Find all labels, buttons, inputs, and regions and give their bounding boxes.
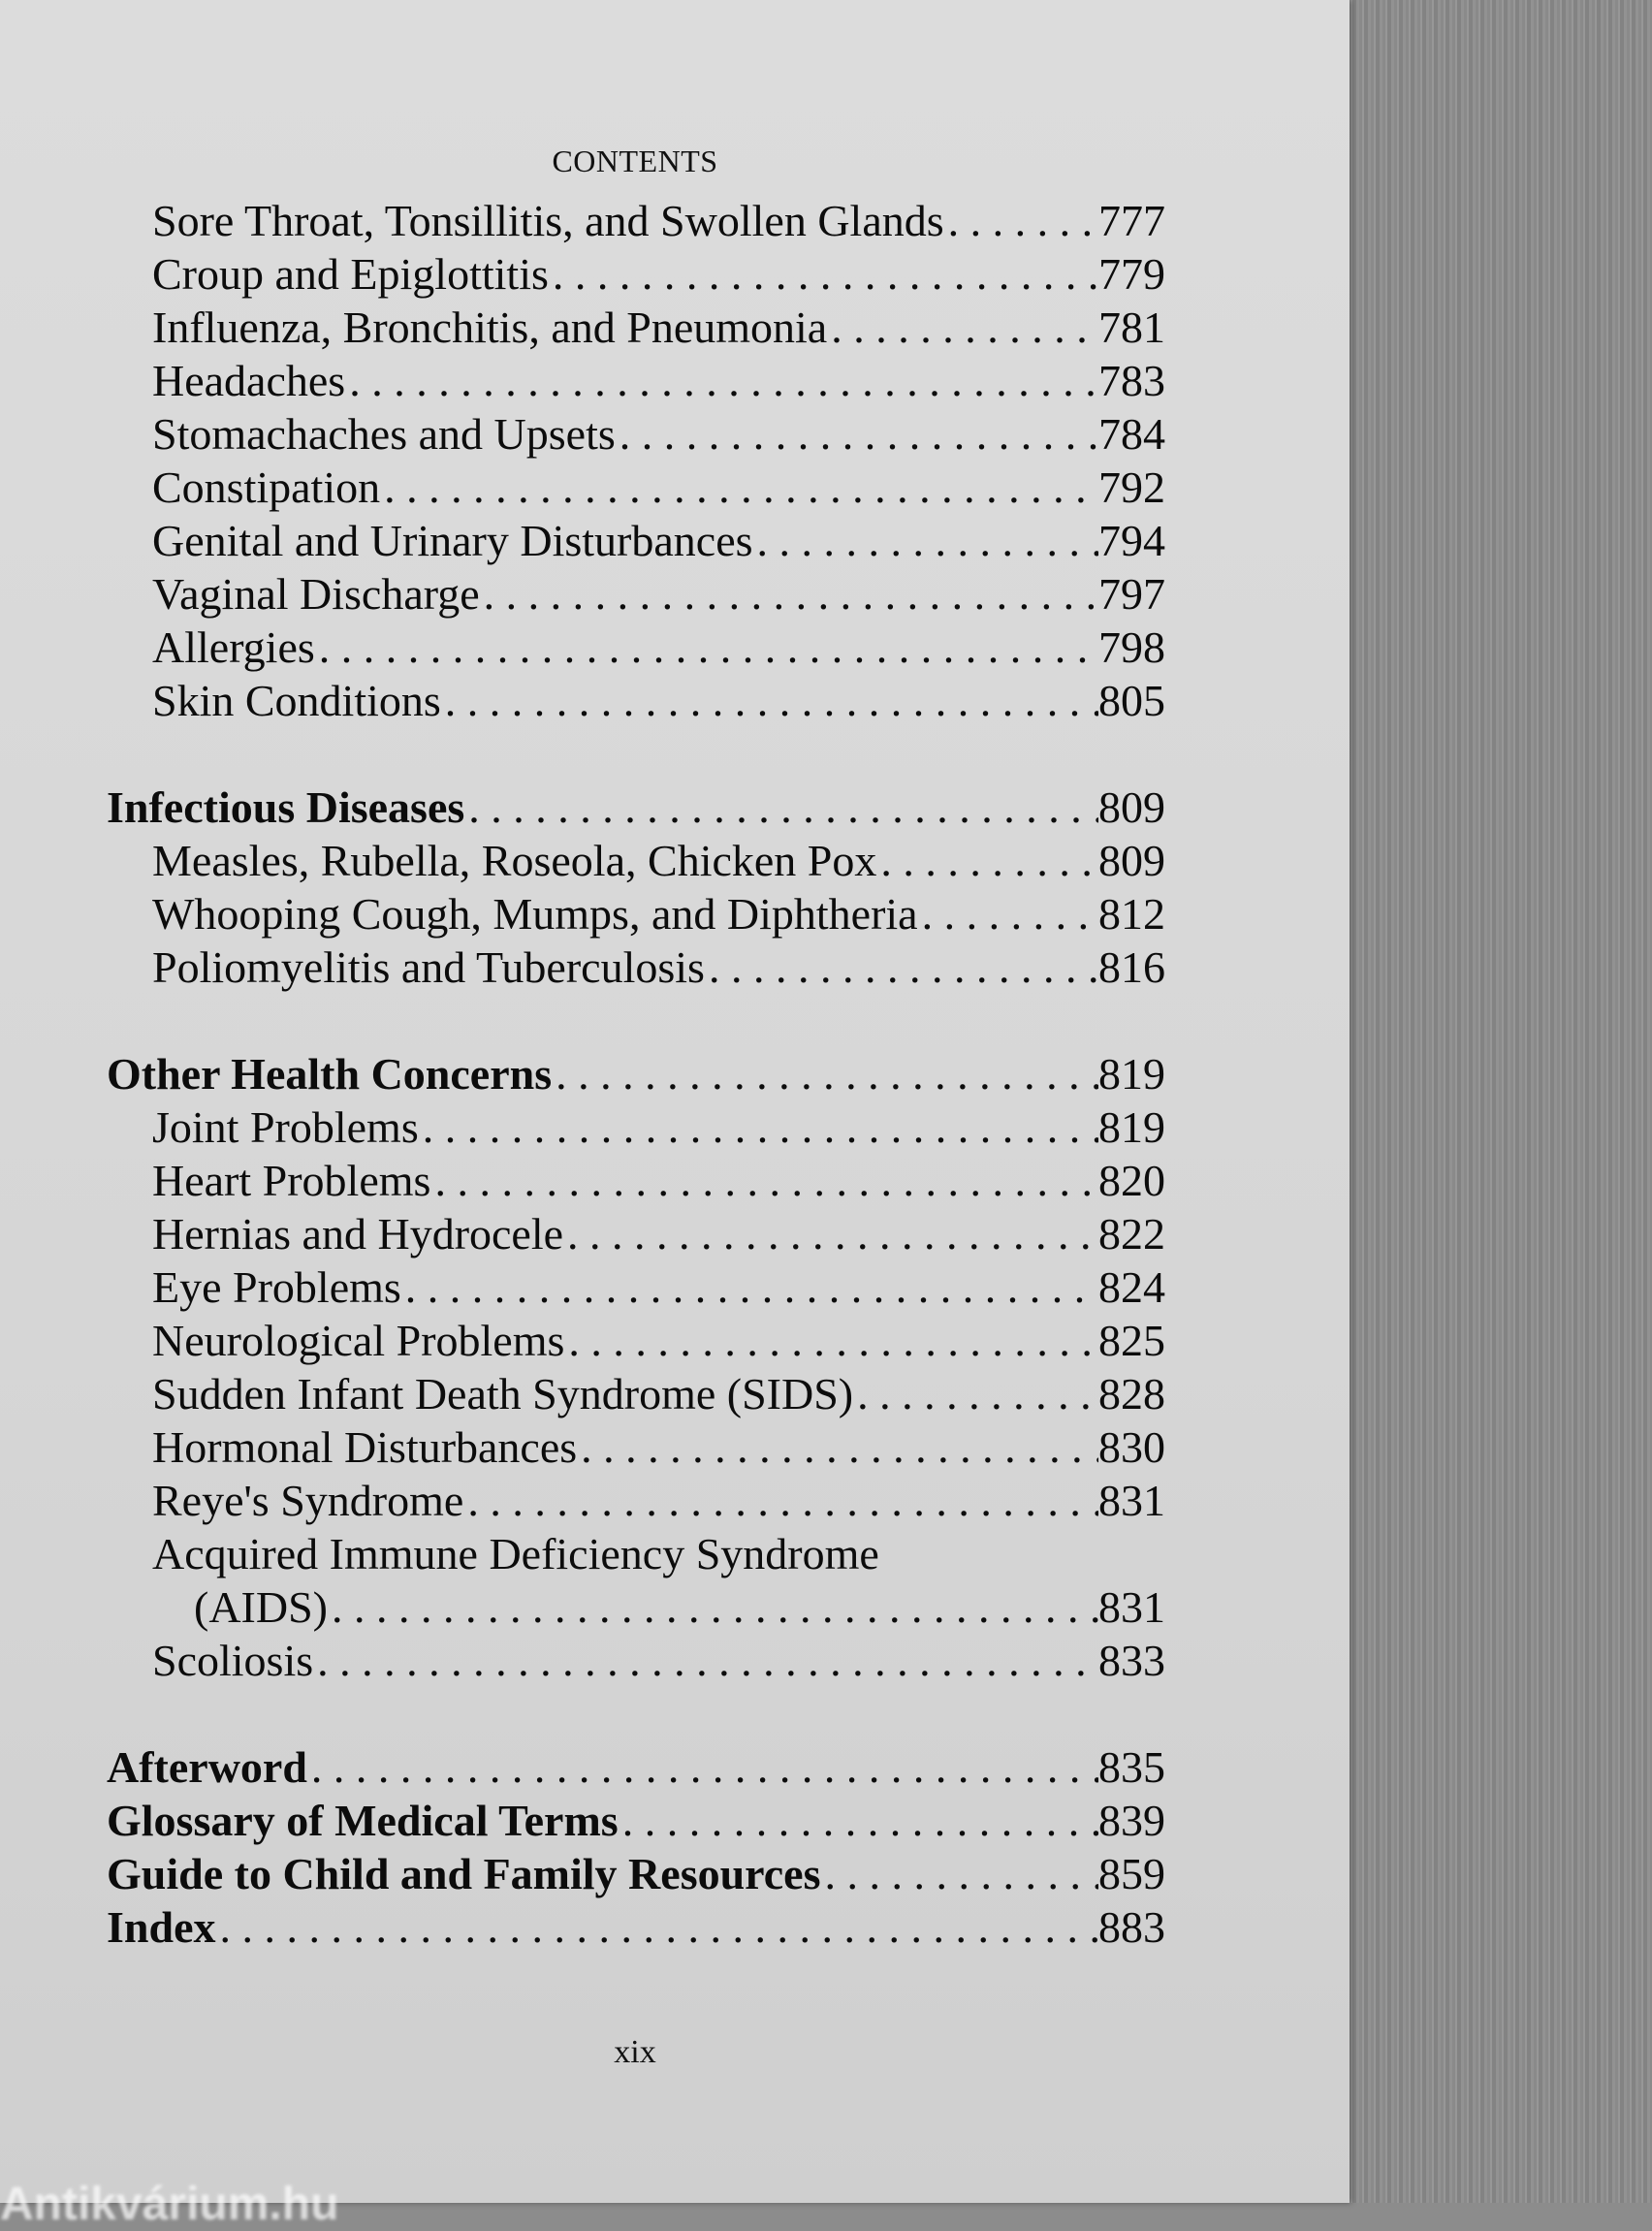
entry-page-number: 809 — [1098, 836, 1165, 885]
entry-page-number: 809 — [1098, 782, 1165, 832]
dot-leader — [313, 1634, 1098, 1687]
toc-section — [107, 1740, 1165, 1954]
toc-entry — [107, 621, 1165, 674]
toc-entry — [107, 1527, 1165, 1580]
dot-leader — [753, 514, 1098, 567]
entry-page-number: 839 — [1098, 1796, 1165, 1845]
entry-title: Hormonal Disturbances — [152, 1422, 578, 1472]
entry-title: Infectious Diseases — [107, 782, 465, 832]
entry-page-number: 781 — [1098, 303, 1165, 352]
entry-title: Sudden Infant Death Syndrome (SIDS) — [152, 1369, 854, 1418]
entry-title: Eye Problems — [152, 1262, 401, 1312]
toc-entry — [107, 940, 1165, 994]
toc-entry — [107, 461, 1165, 514]
entry-page-number: 825 — [1098, 1316, 1165, 1365]
dot-leader — [549, 247, 1098, 301]
dot-leader — [419, 1100, 1098, 1154]
toc-section — [107, 1047, 1165, 1687]
toc-entry — [107, 1314, 1165, 1367]
toc-entry — [107, 1474, 1165, 1527]
dot-leader — [315, 621, 1098, 674]
toc-entry — [107, 1367, 1165, 1420]
entry-title: Allergies — [152, 622, 315, 672]
entry-title: Index — [107, 1902, 216, 1952]
entry-page-number: 794 — [1098, 516, 1165, 565]
entry-page-number: 831 — [1098, 1582, 1165, 1632]
dot-leader — [463, 1474, 1098, 1527]
entry-title: Hernias and Hydrocele — [152, 1209, 564, 1259]
entry-title: Whooping Cough, Mumps, and Diphtheria — [152, 889, 918, 939]
toc-entry — [107, 1207, 1165, 1260]
toc-entry-continuation — [107, 1580, 1165, 1634]
entry-page-number: 798 — [1098, 622, 1165, 672]
dot-leader — [564, 1314, 1098, 1367]
dot-leader — [821, 1847, 1099, 1900]
entry-page-number: 784 — [1098, 409, 1165, 459]
toc-entry — [107, 301, 1165, 354]
page-number: xix — [614, 2034, 656, 2070]
entry-title: Croup and Epiglottitis — [152, 249, 549, 299]
toc-entry — [107, 567, 1165, 621]
dot-leader — [616, 407, 1098, 461]
dot-leader — [918, 887, 1098, 940]
toc-entry — [107, 887, 1165, 940]
entry-title: Stomachaches and Upsets — [152, 409, 616, 459]
entry-title: Measles, Rubella, Roseola, Chicken Pox — [152, 836, 877, 885]
entry-title: Sore Throat, Tonsillitis, and Swollen Glands — [152, 196, 944, 245]
dot-leader — [853, 1367, 1098, 1420]
toc-main-entry — [107, 1740, 1165, 1794]
entry-page-number: 828 — [1098, 1369, 1165, 1418]
dot-leader — [215, 1900, 1098, 1954]
entry-title: Afterword — [107, 1742, 307, 1792]
entry-page-number: 805 — [1098, 676, 1165, 725]
dot-leader — [944, 194, 1098, 247]
toc-section-heading — [107, 781, 1165, 834]
entry-title: Influenza, Bronchitis, and Pneumonia — [152, 303, 828, 352]
toc-entry — [107, 1154, 1165, 1207]
dot-leader — [876, 834, 1098, 887]
entry-page-number: 819 — [1098, 1049, 1165, 1099]
dot-leader — [827, 301, 1098, 354]
dot-leader — [345, 354, 1098, 407]
entry-page-number: 822 — [1098, 1209, 1165, 1259]
dot-leader — [380, 461, 1098, 514]
dot-leader — [441, 674, 1098, 727]
toc-entry — [107, 407, 1165, 461]
entry-page-number: 883 — [1098, 1902, 1165, 1952]
toc-entry — [107, 1634, 1165, 1687]
entry-title: Poliomyelitis and Tuberculosis — [152, 942, 705, 992]
entry-page-number: 833 — [1098, 1636, 1165, 1685]
entry-page-number: 779 — [1098, 249, 1165, 299]
entry-page-number: 830 — [1098, 1422, 1165, 1472]
entry-title: Other Health Concerns — [107, 1049, 553, 1099]
toc-main-entry — [107, 1847, 1165, 1900]
dot-leader — [619, 1794, 1098, 1847]
toc-entry — [107, 247, 1165, 301]
dot-leader — [705, 940, 1098, 994]
dot-leader — [430, 1154, 1098, 1207]
background-surface — [1348, 0, 1652, 2203]
entry-title: Headaches — [152, 356, 346, 405]
dot-leader — [401, 1260, 1098, 1314]
toc-entry — [107, 194, 1165, 247]
entry-page-number: 859 — [1098, 1849, 1165, 1898]
watermark: Antikvárium.hu — [0, 2179, 339, 2230]
toc-entry — [107, 1260, 1165, 1314]
entry-title: Scoliosis — [152, 1636, 314, 1685]
toc-main-entry — [107, 1900, 1165, 1954]
entry-title: Vaginal Discharge — [152, 569, 480, 619]
toc-entry — [107, 514, 1165, 567]
entry-page-number: 783 — [1098, 356, 1165, 405]
entry-title: Guide to Child and Family Resources — [107, 1849, 821, 1898]
toc-entry — [107, 354, 1165, 407]
dot-leader — [328, 1580, 1098, 1634]
entry-title: Neurological Problems — [152, 1316, 565, 1365]
entry-page-number: 831 — [1098, 1476, 1165, 1525]
entry-title: Genital and Urinary Disturbances — [152, 516, 753, 565]
entry-title: Constipation — [152, 462, 381, 512]
toc-section — [107, 781, 1165, 994]
entry-title: Skin Conditions — [152, 676, 441, 725]
entry-page-number: 792 — [1098, 462, 1165, 512]
entry-title: Acquired Immune Deficiency Syndrome — [152, 1529, 879, 1578]
dot-leader — [307, 1740, 1098, 1794]
entry-page-number: 816 — [1098, 942, 1165, 992]
dot-leader — [552, 1047, 1098, 1100]
toc-main-entry — [107, 1794, 1165, 1847]
entry-page-number: 835 — [1098, 1742, 1165, 1792]
entry-page-number: 819 — [1098, 1102, 1165, 1152]
entry-page-number: 812 — [1098, 889, 1165, 939]
entry-title: Heart Problems — [152, 1156, 431, 1205]
toc-entry — [107, 1100, 1165, 1154]
entry-page-number: 820 — [1098, 1156, 1165, 1205]
table-of-contents — [107, 194, 1165, 1954]
toc-section — [107, 194, 1165, 727]
dot-leader — [563, 1207, 1098, 1260]
entry-title: Reye's Syndrome — [152, 1476, 464, 1525]
dot-leader — [480, 567, 1098, 621]
entry-page-number: 777 — [1098, 196, 1165, 245]
dot-leader — [577, 1420, 1098, 1474]
toc-entry — [107, 834, 1165, 887]
toc-entry — [107, 674, 1165, 727]
running-header: CONTENTS — [552, 143, 718, 178]
entry-page-number: 824 — [1098, 1262, 1165, 1312]
entry-title: Joint Problems — [152, 1102, 419, 1152]
toc-section-heading — [107, 1047, 1165, 1100]
entry-title: (AIDS) — [194, 1582, 328, 1632]
toc-entry — [107, 1420, 1165, 1474]
dot-leader — [464, 781, 1098, 834]
entry-page-number: 797 — [1098, 569, 1165, 619]
entry-title: Glossary of Medical Terms — [107, 1796, 619, 1845]
